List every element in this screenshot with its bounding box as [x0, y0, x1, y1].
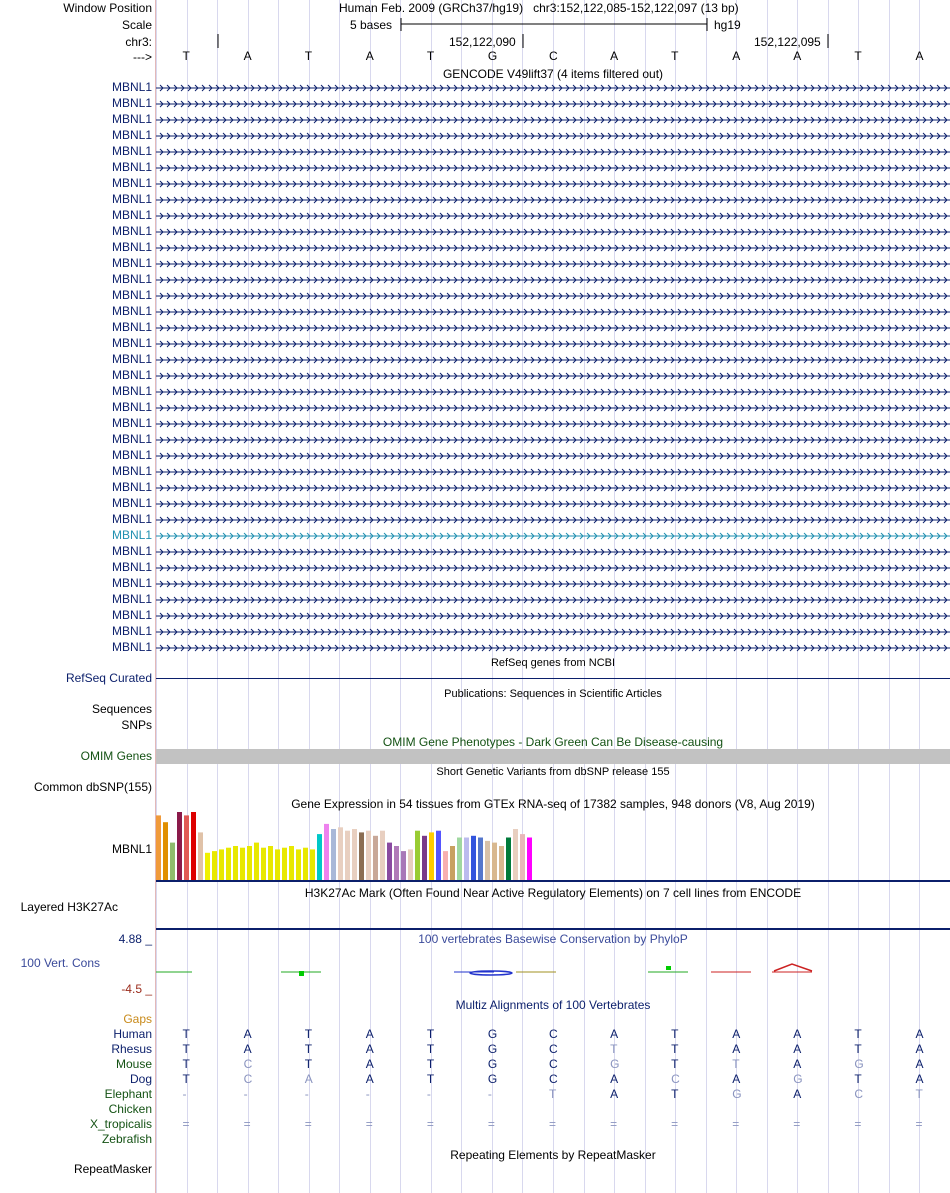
gencode-transcript-label[interactable]: MBNL1	[111, 240, 152, 254]
strand-label: --->	[133, 50, 152, 64]
base-letter: A	[243, 49, 252, 63]
alignment-base: C	[549, 1072, 558, 1086]
alignment-base: T	[426, 1072, 435, 1086]
alignment-base: T	[426, 1057, 435, 1071]
gencode-transcript-label[interactable]: MBNL1	[111, 432, 152, 446]
gencode-transcript-label[interactable]: MBNL1	[111, 112, 152, 126]
alignment-base: A	[610, 1027, 619, 1041]
gencode-transcript-label[interactable]: MBNL1	[111, 368, 152, 382]
alignment-base: T	[426, 1042, 435, 1056]
gencode-transcript-label[interactable]: MBNL1	[111, 256, 152, 270]
gencode-transcript-label[interactable]: MBNL1	[111, 496, 152, 510]
alignment-base: A	[793, 1027, 802, 1041]
alignment-base: T	[854, 1042, 862, 1056]
alignment-base: G	[854, 1057, 864, 1071]
alignment-base: T	[671, 1027, 679, 1041]
alignment-base: T	[304, 1057, 313, 1071]
alignment-base: =	[732, 1117, 740, 1131]
repeatmasker-label[interactable]: RepeatMasker	[73, 1162, 152, 1176]
alignment-base: G	[487, 1027, 498, 1041]
gencode-transcript-label[interactable]: MBNL1	[111, 352, 152, 366]
gencode-transcript-label[interactable]: MBNL1	[111, 640, 152, 654]
base-letter: A	[610, 49, 619, 63]
gencode-transcript-label[interactable]: MBNL1	[111, 224, 152, 238]
alignment-base: -	[487, 1087, 492, 1101]
alignment-base: T	[854, 1072, 862, 1086]
gencode-transcript-label[interactable]: MBNL1	[111, 448, 152, 462]
alignment-base: =	[182, 1117, 190, 1131]
gencode-transcript-label[interactable]: MBNL1	[111, 320, 152, 334]
base-letter: C	[549, 49, 558, 63]
species-elephant-label: Elephant	[104, 1087, 152, 1101]
gencode-transcript-label[interactable]: MBNL1	[111, 80, 152, 94]
alignment-base: T	[610, 1042, 618, 1056]
alignment-base: A	[793, 1042, 802, 1056]
gencode-transcript-label[interactable]: MBNL1	[111, 144, 152, 158]
ruler-tick-2: 152,122,095	[754, 35, 821, 49]
base-letter: G	[487, 49, 498, 63]
alignment-base: C	[243, 1072, 253, 1086]
alignment-base: -	[426, 1087, 431, 1101]
multiz-track-title[interactable]: Multiz Alignments of 100 Vertebrates	[455, 998, 651, 1012]
assembly-name: Human Feb. 2009 (GRCh37/hg19)	[339, 1, 524, 15]
gencode-transcript-label[interactable]: MBNL1	[111, 592, 152, 606]
species-xtropicalis-label: X_tropicalis	[89, 1117, 152, 1131]
position-readout: chr3:152,122,085-152,122,097 (13 bp)	[533, 1, 739, 15]
window-position-label: Window Position	[63, 1, 152, 15]
species-dog-label: Dog	[129, 1072, 152, 1086]
base-letter: T	[182, 49, 190, 63]
base-letter: T	[671, 49, 679, 63]
alignment-base: -	[304, 1087, 309, 1101]
alignment-base: G	[732, 1087, 742, 1101]
alignment-base: A	[732, 1072, 741, 1086]
phylop-track-title[interactable]: 100 vertebrates Basewise Conservation by PhyloP	[418, 932, 688, 946]
gencode-transcript-label[interactable]: MBNL1	[111, 304, 152, 318]
base-letter: T	[426, 49, 435, 63]
alignment-base: -	[182, 1087, 187, 1101]
gencode-transcript-label[interactable]: MBNL1	[111, 288, 152, 302]
pubs-track-title[interactable]: Publications: Sequences in Scientific Articles	[444, 688, 662, 700]
alignment-base: =	[243, 1117, 251, 1131]
alignment-base: =	[426, 1117, 434, 1131]
alignment-base: T	[854, 1027, 862, 1041]
alignment-base: T	[182, 1042, 190, 1056]
dbsnp-label[interactable]: Common dbSNP(155)	[33, 780, 152, 794]
alignment-base: A	[915, 1072, 924, 1086]
alignment-base: =	[671, 1117, 679, 1131]
chrom-label: chr3:	[125, 35, 152, 49]
h3k27ac-track-title[interactable]: H3K27Ac Mark (Often Found Near Active Regulatory Elements) on 7 cell lines from ENCODE	[304, 886, 802, 900]
refseq-track-title[interactable]: RefSeq genes from NCBI	[490, 657, 616, 669]
gencode-transcript-label[interactable]: MBNL1	[111, 480, 152, 494]
species-human-label: Human	[113, 1027, 152, 1041]
gencode-transcript-label[interactable]: MBNL1	[111, 624, 152, 638]
gencode-track-title[interactable]: GENCODE V49lift37 (4 items filtered out)	[442, 67, 664, 81]
alignment-base: -	[243, 1087, 248, 1101]
omim-track-title[interactable]: OMIM Gene Phenotypes - Dark Green Can Be Disease-causing	[382, 735, 724, 749]
omim-label[interactable]: OMIM Genes	[80, 749, 152, 763]
base-letter: A	[793, 49, 802, 63]
alignment-base: G	[610, 1057, 620, 1071]
species-zebrafish-label: Zebrafish	[101, 1132, 152, 1146]
alignment-base: =	[915, 1117, 923, 1131]
db-label: hg19	[714, 18, 741, 32]
track-area[interactable]	[156, 0, 950, 1193]
alignment-base: T	[671, 1057, 679, 1071]
gtex-gene-label[interactable]: MBNL1	[111, 842, 152, 856]
alignment-base: =	[610, 1117, 618, 1131]
gaps-label: Gaps	[123, 1012, 152, 1026]
track-label-sidebar	[0, 0, 155, 1193]
alignment-base: T	[182, 1057, 190, 1071]
gencode-transcript-label[interactable]: MBNL1	[111, 192, 152, 206]
species-mouse-label: Mouse	[115, 1057, 152, 1071]
gencode-transcript-label[interactable]: MBNL1	[111, 464, 152, 478]
phylop-max-label: 4.88 _	[118, 932, 152, 946]
phylop-score-mark	[666, 966, 671, 970]
alignment-base: T	[915, 1087, 923, 1101]
dbsnp-track-title[interactable]: Short Genetic Variants from dbSNP release 155	[436, 766, 670, 778]
species-rhesus-label: Rhesus	[111, 1042, 152, 1056]
phylop-track-label[interactable]: 100 Vert. Cons	[20, 956, 100, 970]
gencode-transcript-label[interactable]: MBNL1	[111, 544, 152, 558]
alignment-base: T	[304, 1027, 313, 1041]
gencode-transcript-label[interactable]: MBNL1	[111, 96, 152, 110]
alignment-base: C	[671, 1072, 680, 1086]
alignment-base: T	[304, 1042, 313, 1056]
repeatmasker-track-title[interactable]: Repeating Elements by RepeatMasker	[450, 1148, 656, 1162]
alignment-base: A	[915, 1027, 924, 1041]
alignment-base: A	[915, 1057, 924, 1071]
alignment-base: T	[182, 1027, 190, 1041]
base-letter: T	[854, 49, 862, 63]
sequences-label[interactable]: Sequences	[91, 702, 152, 716]
alignment-base: =	[487, 1117, 495, 1131]
alignment-base: G	[487, 1042, 498, 1056]
gencode-transcript-label[interactable]: MBNL1	[111, 336, 152, 350]
phylop-conservation-plot[interactable]	[156, 0, 950, 1193]
alignment-base: C	[549, 1027, 558, 1041]
alignment-base: A	[243, 1027, 252, 1041]
base-letter: A	[365, 49, 374, 63]
gencode-transcript-label[interactable]: MBNL1	[111, 608, 152, 622]
alignment-base: T	[549, 1087, 557, 1101]
phylop-min-label: -4.5 _	[121, 982, 152, 996]
alignment-base: A	[365, 1027, 374, 1041]
gencode-transcript-label[interactable]: MBNL1	[111, 384, 152, 398]
alignment-base: T	[732, 1057, 740, 1071]
gencode-transcript-label[interactable]: MBNL1	[111, 208, 152, 222]
alignment-base: G	[487, 1072, 498, 1086]
phylop-score-mark	[774, 964, 812, 971]
snps-label[interactable]: SNPs	[121, 718, 152, 732]
scale-label: Scale	[121, 18, 152, 32]
gencode-transcript-label[interactable]: MBNL1	[111, 128, 152, 142]
gencode-transcript-label[interactable]: MBNL1	[111, 176, 152, 190]
base-letter: A	[732, 49, 741, 63]
alignment-base: A	[732, 1027, 741, 1041]
species-chicken-label: Chicken	[108, 1102, 152, 1116]
alignment-base: G	[793, 1072, 803, 1086]
gencode-transcript-label[interactable]: MBNL1	[111, 160, 152, 174]
gencode-transcript-label[interactable]: MBNL1	[111, 560, 152, 574]
gencode-transcript-label[interactable]: MBNL1	[111, 512, 152, 526]
alignment-base: T	[182, 1072, 190, 1086]
alignment-base: A	[365, 1042, 374, 1056]
alignment-base: =	[793, 1117, 801, 1131]
gencode-transcript-label[interactable]: MBNL1	[111, 576, 152, 590]
alignment-base: T	[671, 1087, 679, 1101]
alignment-base: A	[793, 1057, 802, 1071]
gencode-transcript-label[interactable]: MBNL1	[111, 528, 152, 542]
alignment-base: C	[854, 1087, 864, 1101]
alignment-base: =	[549, 1117, 557, 1131]
gencode-transcript-label[interactable]: MBNL1	[111, 400, 152, 414]
alignment-base: C	[243, 1057, 253, 1071]
alignment-base: C	[549, 1042, 558, 1056]
alignment-base: A	[304, 1072, 313, 1086]
base-letter: A	[915, 49, 924, 63]
alignment-base: =	[854, 1117, 862, 1131]
alignment-base: A	[610, 1072, 619, 1086]
alignment-base: A	[243, 1042, 252, 1056]
phylop-score-mark	[299, 971, 304, 976]
alignment-base: G	[487, 1057, 498, 1071]
gtex-track-title[interactable]: Gene Expression in 54 tissues from GTEx RNA-seq of 17382 samples, 948 donors (V8, Aug 2019)	[291, 797, 815, 811]
alignment-base: =	[304, 1117, 312, 1131]
alignment-base: A	[915, 1042, 924, 1056]
alignment-base: -	[365, 1087, 370, 1101]
scale-bar-label: 5 bases	[350, 18, 393, 32]
refseq-label[interactable]: RefSeq Curated	[65, 671, 152, 685]
base-letter: T	[304, 49, 313, 63]
alignment-base: =	[365, 1117, 373, 1131]
alignment-base: A	[365, 1057, 374, 1071]
gencode-transcript-label[interactable]: MBNL1	[111, 416, 152, 430]
ruler-tick-1: 152,122,090	[449, 35, 516, 49]
gencode-transcript-label[interactable]: MBNL1	[111, 272, 152, 286]
alignment-base: A	[793, 1087, 802, 1101]
h3k27ac-label[interactable]: Layered H3K27Ac	[20, 900, 118, 914]
alignment-base: T	[426, 1027, 435, 1041]
alignment-base: A	[610, 1087, 619, 1101]
alignment-base: C	[549, 1057, 558, 1071]
alignment-base: T	[671, 1042, 679, 1056]
alignment-base: A	[732, 1042, 741, 1056]
alignment-base: A	[365, 1072, 374, 1086]
phylop-score-mark	[470, 971, 512, 975]
